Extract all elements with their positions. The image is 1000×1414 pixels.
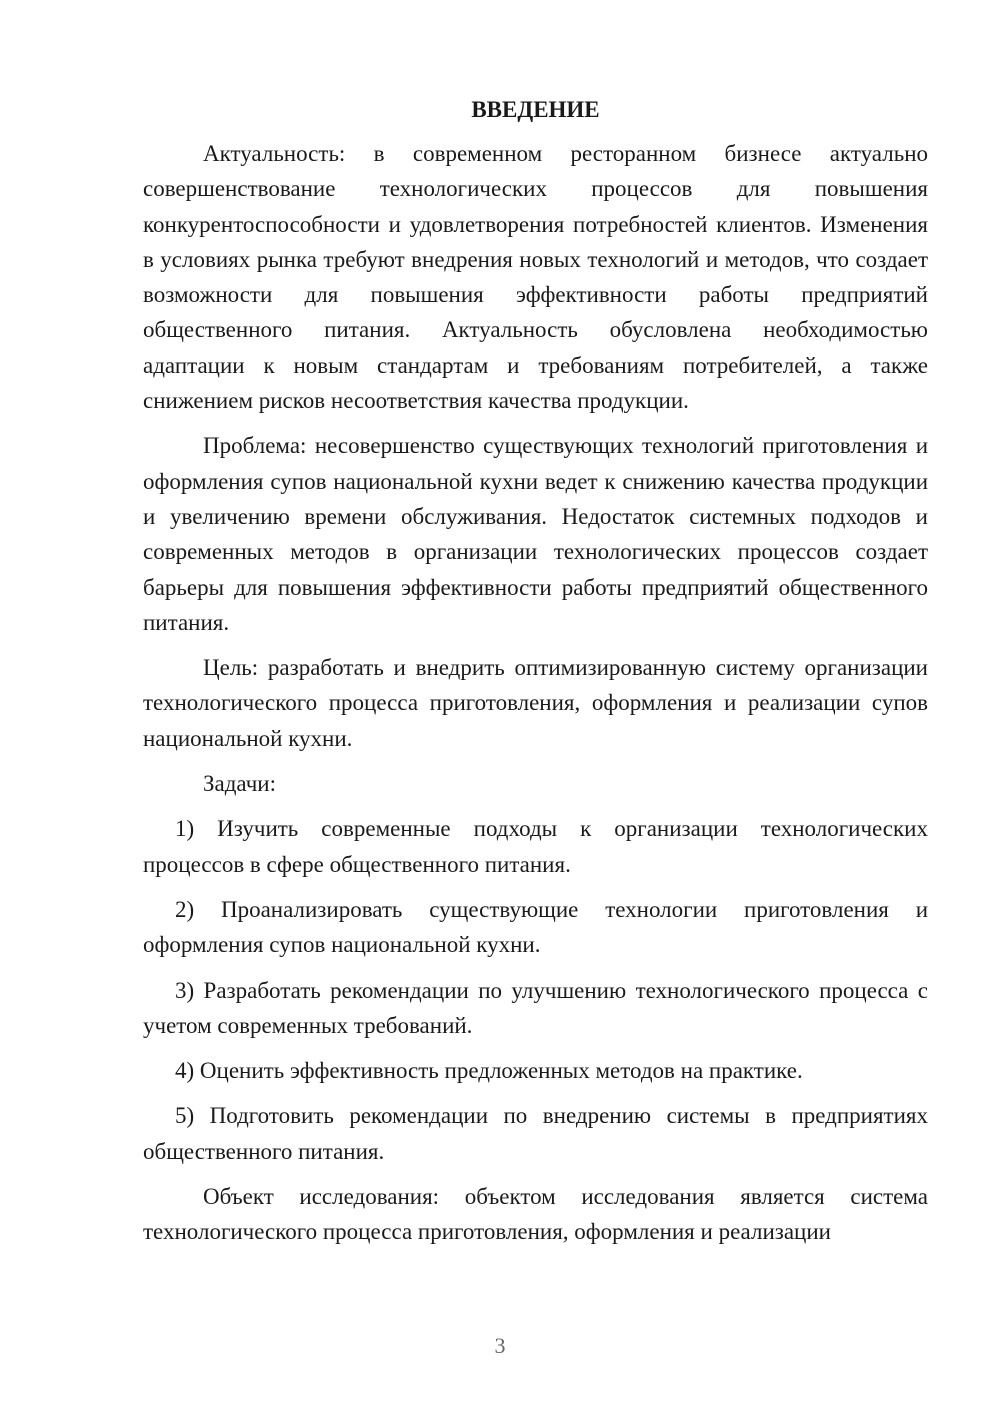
list-item: 2) Проанализировать существующие технологии приготовления и оформления супов национальной кухни. [143,896,928,958]
tasks-heading: Задачи: [203,771,276,797]
list-item: 5) Подготовить рекомендации по внедрению системы в предприятиях общественного питания. [143,1103,928,1164]
paragraph-object: Объект исследования: объектом исследования является система технологического процесса приготовления, оформления и реализации [143,1184,928,1245]
paragraph-relevance: Актуальность: в современном ресторанном бизнесе актуально совершенствование технологических процессов для повышения конкурентоспособности и удовлетворения потребностей клиентов. Изменения в условиях рынка требуют внедрения новых технологий и методов, что создает возможности для повышения эффективности работы предприятий общественного питания. Актуальность обусловлена необходимостью адаптации к новым стандартам и требованиям потребителей, а также снижением рисков несоответствия качества продукции. [143,141,928,414]
list-item: 1) Изучить современные подходы к организации технологических процессов в сфере общественного питания. [143,816,928,877]
list-item: 4) Оценить эффективность предложенных методов на практике. [175,1058,803,1084]
page-content [143,94,928,1260]
page-number: 3 [494,1333,506,1358]
page-title: ВВЕДЕНИЕ [471,97,600,122]
paragraph-problem: Проблема: несовершенство существующих технологий приготовления и оформления супов национальной кухни ведет к снижению качества продукции и увеличению времени обслуживания. Недостаток системных подходов и современных методов в организации технологических процессов создает барьеры для повышения эффективности работы предприятий общественного питания. [143,433,928,635]
tasks-list [143,811,928,1169]
paragraph-goal: Цель: разработать и внедрить оптимизированную систему организации технологического процесса приготовления, оформления и реализации супов национальной кухни. [143,655,928,751]
list-item: 3) Разработать рекомендации по улучшению технологического процесса с учетом современных требований. [143,977,928,1038]
